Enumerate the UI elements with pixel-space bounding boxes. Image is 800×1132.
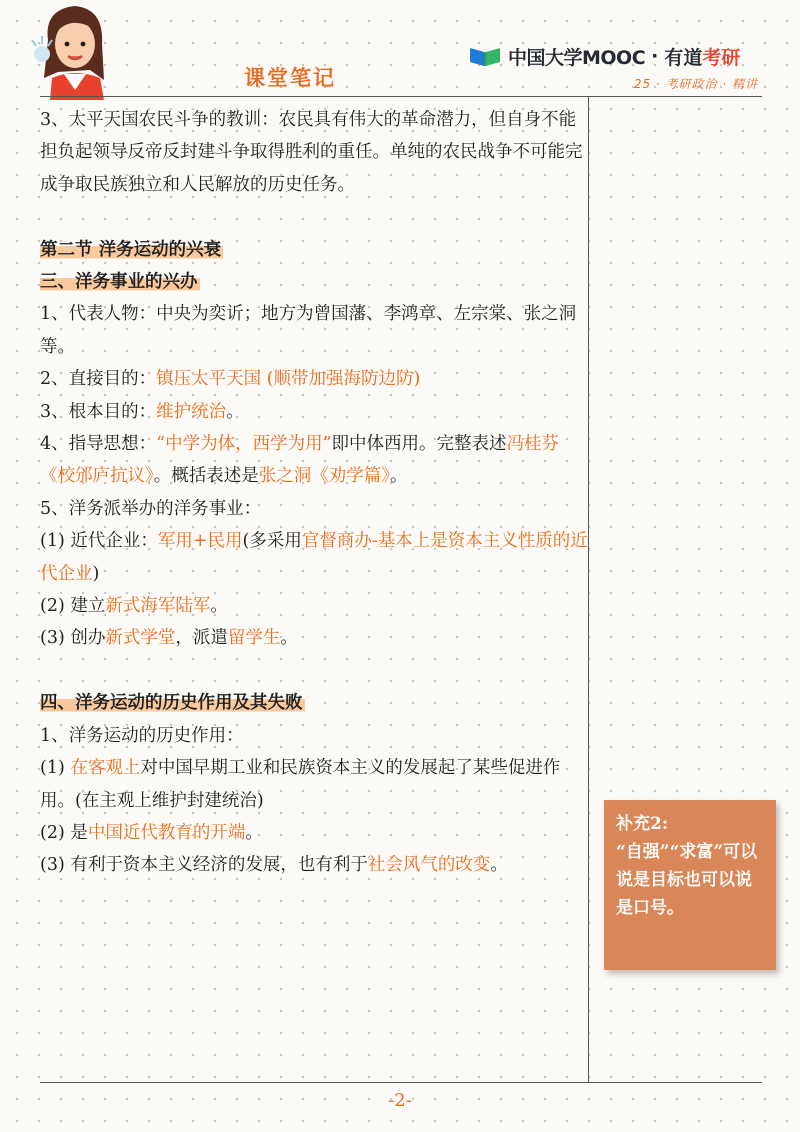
mooc-logo-icon <box>468 44 502 68</box>
course-subtitle: 25 · 考研政治 · 精讲 <box>633 77 758 91</box>
item-root-purpose: 3、根本目的：维护统治。 <box>40 401 244 422</box>
brand-name: 中国大学MOOC <box>508 46 646 69</box>
header-title: 课堂笔记 <box>244 66 336 90</box>
note-text: “自强”“求富”可以说是目标也可以说是口号。 <box>616 842 758 918</box>
item-guiding-idea: 4、指导思想：“中学为体，西学为用”即中体西用。完整表述冯桂芬《校邠庐抗议》。概括表述是张之洞《劝学篇》。 <box>40 434 560 487</box>
page-number: -2- <box>388 1090 412 1111</box>
item-new-schools: (3) 创办新式学堂，派遣留学生。 <box>40 628 298 649</box>
brand-partner-b: 考研 <box>702 46 741 69</box>
header-rule <box>40 96 762 97</box>
section-title: 第二节 洋务运动的兴衰 <box>40 239 222 260</box>
note-title: 补充2: <box>616 814 669 834</box>
item-historical-role: 1、洋务运动的历史作用： <box>40 725 244 746</box>
teacher-avatar-icon <box>30 0 122 100</box>
item-direct-purpose: 2、直接目的：镇压太平天国 (顺带加强海防边防) <box>40 369 421 390</box>
item-new-army: (2) 建立新式海军陆军。 <box>40 596 228 617</box>
footer-rule <box>40 1082 762 1083</box>
item-representatives: 1、代表人物：中央为奕䜣；地方为曾国藩、李鸿章、左宗棠、张之洞等。 <box>40 304 577 357</box>
item-social-change: (3) 有利于资本主义经济的发展，也有利于社会风气的改变。 <box>40 855 508 876</box>
item-modern-enterprise: (1) 近代企业：军用+民用(多采用官督商办-基本上是资本主义性质的近代企业) <box>40 531 588 584</box>
notes-body <box>40 104 588 882</box>
item-undertakings: 5、洋务派举办的洋务事业： <box>40 498 262 519</box>
subsection-title-3: 三、洋务事业的兴办 <box>40 272 198 293</box>
paragraph-lesson: 3、太平天国农民斗争的教训：农民具有伟大的革命潜力，但自身不能担负起领导反帝反封建斗争取得胜利的重任。单纯的农民战争不可能完成争取民族独立和人民解放的历史任务。 <box>40 110 583 195</box>
brand-partner-a: 有道 <box>664 46 703 69</box>
item-education-start: (2) 是中国近代教育的开端。 <box>40 822 263 843</box>
sticky-note <box>604 800 776 970</box>
brand-separator: · <box>651 45 659 67</box>
brand <box>468 40 740 72</box>
margin-rule <box>588 96 589 1082</box>
subsection-title-4: 四、洋务运动的历史作用及其失败 <box>40 693 303 714</box>
item-objective-effect: (1) 在客观上对中国早期工业和民族资本主义的发展起了某些促进作用。(在主观上维护封建统治) <box>40 758 561 811</box>
